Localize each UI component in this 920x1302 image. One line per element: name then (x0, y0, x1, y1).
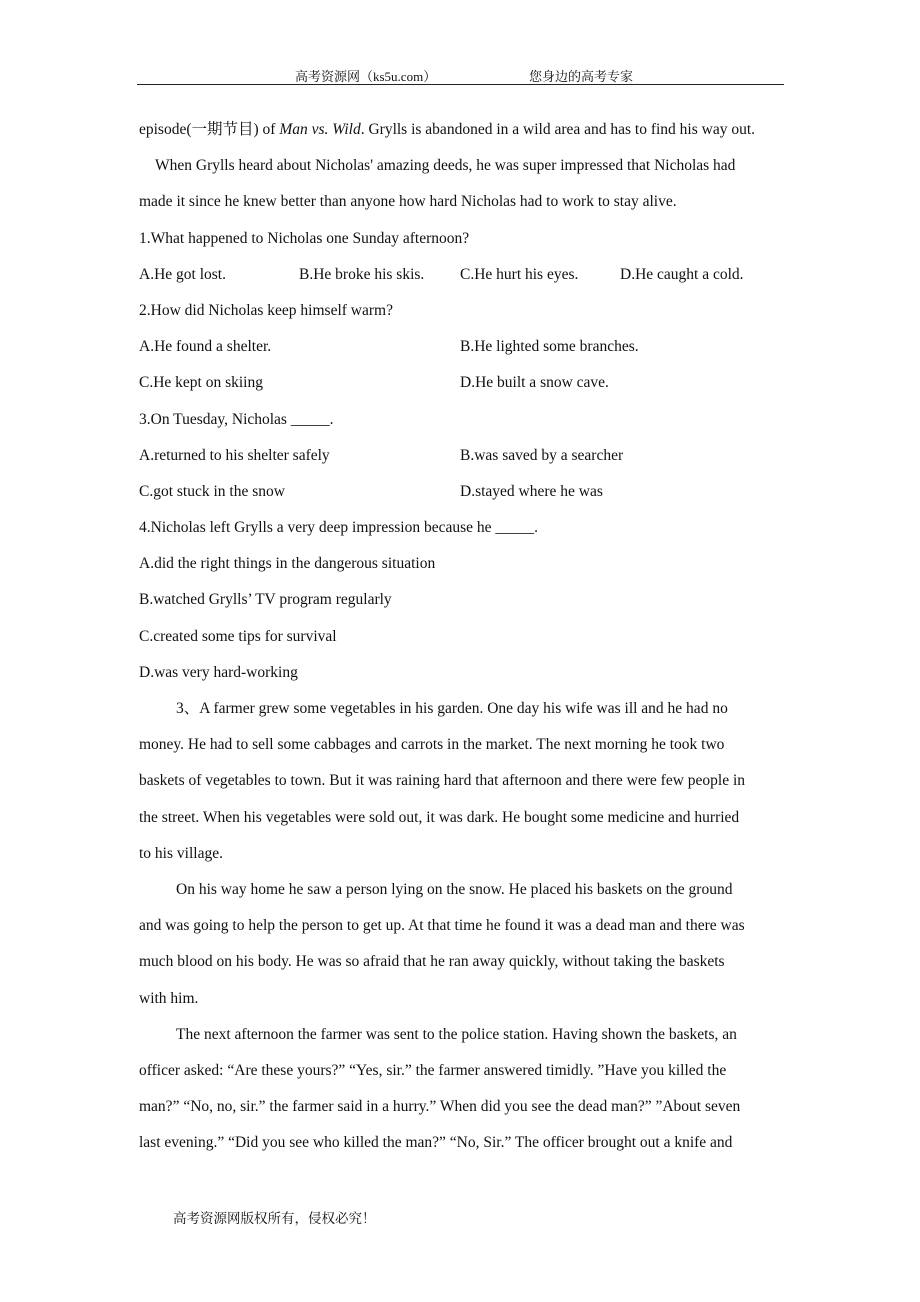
passage-line: the street. When his vegetables were sold out, it was dark. He bought some medicine and hurried (139, 808, 740, 826)
option-c: C.created some tips for survival (139, 627, 337, 645)
passage-line: last evening.” “Did you see who killed the man?” “No, Sir.” The officer brought out a knife and (139, 1134, 733, 1152)
document-body (139, 112, 789, 1161)
question-3-options-cd (139, 474, 789, 510)
option-b: B.He lighted some branches. (460, 338, 639, 356)
option-a: A.returned to his shelter safely (139, 446, 330, 464)
option-c: C.He kept on skiing (139, 374, 263, 392)
passage-line (139, 112, 789, 148)
question-4-stem: 4.Nicholas left Grylls a very deep impression because he _____. (139, 519, 539, 537)
question-1-options (139, 257, 789, 293)
option-d: D.stayed where he was (460, 482, 603, 500)
passage-line: 3、A farmer grew some vegetables in his garden. One day his wife was ill and he had no (176, 700, 728, 717)
passage-line: to his village. (139, 844, 223, 862)
page-header (137, 62, 784, 85)
option-c: C.He hurt his eyes. (460, 265, 579, 283)
passage-line: On his way home he saw a person lying on the snow. He placed his baskets on the ground (176, 880, 733, 898)
option-a: A.He found a shelter. (139, 338, 272, 356)
option-c: C.got stuck in the snow (139, 482, 285, 500)
passage-line: much blood on his body. He was so afraid that he ran away quickly, without taking the baskets (139, 953, 725, 971)
passage-line: officer asked: “Are these yours?” “Yes, sir.” the farmer answered timidly. ”Have you killed the (139, 1061, 727, 1079)
passage-text: . Grylls is abandoned in a wild area and has to find his way out. (360, 121, 756, 138)
option-a: A.did the right things in the dangerous situation (139, 555, 436, 573)
option-d: D.He built a snow cave. (460, 374, 609, 392)
option-a: A.He got lost. (139, 265, 226, 283)
passage-line: man?” “No, no, sir.” the farmer said in a hurry.” When did you see the dead man?” ”About seven (139, 1098, 741, 1116)
question-2-options-ab (139, 329, 789, 365)
passage-line: baskets of vegetables to town. But it was raining hard that afternoon and there were few people in (139, 772, 746, 790)
header-site-name: 高考资源网（ks5u.com） (295, 69, 437, 84)
question-2-options-cd (139, 365, 789, 401)
passage-line: and was going to help the person to get up. At that time he found it was a dead man and there was (139, 917, 745, 935)
passage-line: The next afternoon the farmer was sent to the police station. Having shown the baskets, an (176, 1025, 737, 1043)
passage-text: episode(一期节目) of (139, 121, 280, 138)
question-2-stem: 2.How did Nicholas keep himself warm? (139, 301, 393, 319)
question-3-options-ab (139, 438, 789, 474)
page-footer: 高考资源网版权所有，侵权必究！ (173, 1211, 376, 1226)
passage-line: with him. (139, 989, 199, 1007)
option-b: B.was saved by a searcher (460, 446, 624, 464)
option-d: D.was very hard-working (139, 663, 298, 681)
question-1-stem: 1.What happened to Nicholas one Sunday afternoon? (139, 229, 470, 247)
header-slogan: 您身边的高考专家 (529, 69, 634, 84)
passage-line: made it since he knew better than anyone how hard Nicholas had to work to stay alive. (139, 193, 677, 211)
show-title: Man vs. Wild (279, 121, 361, 138)
option-b: B.watched Grylls’ TV program regularly (139, 591, 392, 609)
passage-line: When Grylls heard about Nicholas' amazing deeds, he was super impressed that Nicholas had (155, 157, 736, 175)
question-3-stem: 3.On Tuesday, Nicholas _____. (139, 410, 334, 428)
passage-line: money. He had to sell some cabbages and carrots in the market. The next morning he took two (139, 736, 725, 754)
option-d: D.He caught a cold. (620, 265, 744, 283)
option-b: B.He broke his skis. (299, 265, 425, 283)
